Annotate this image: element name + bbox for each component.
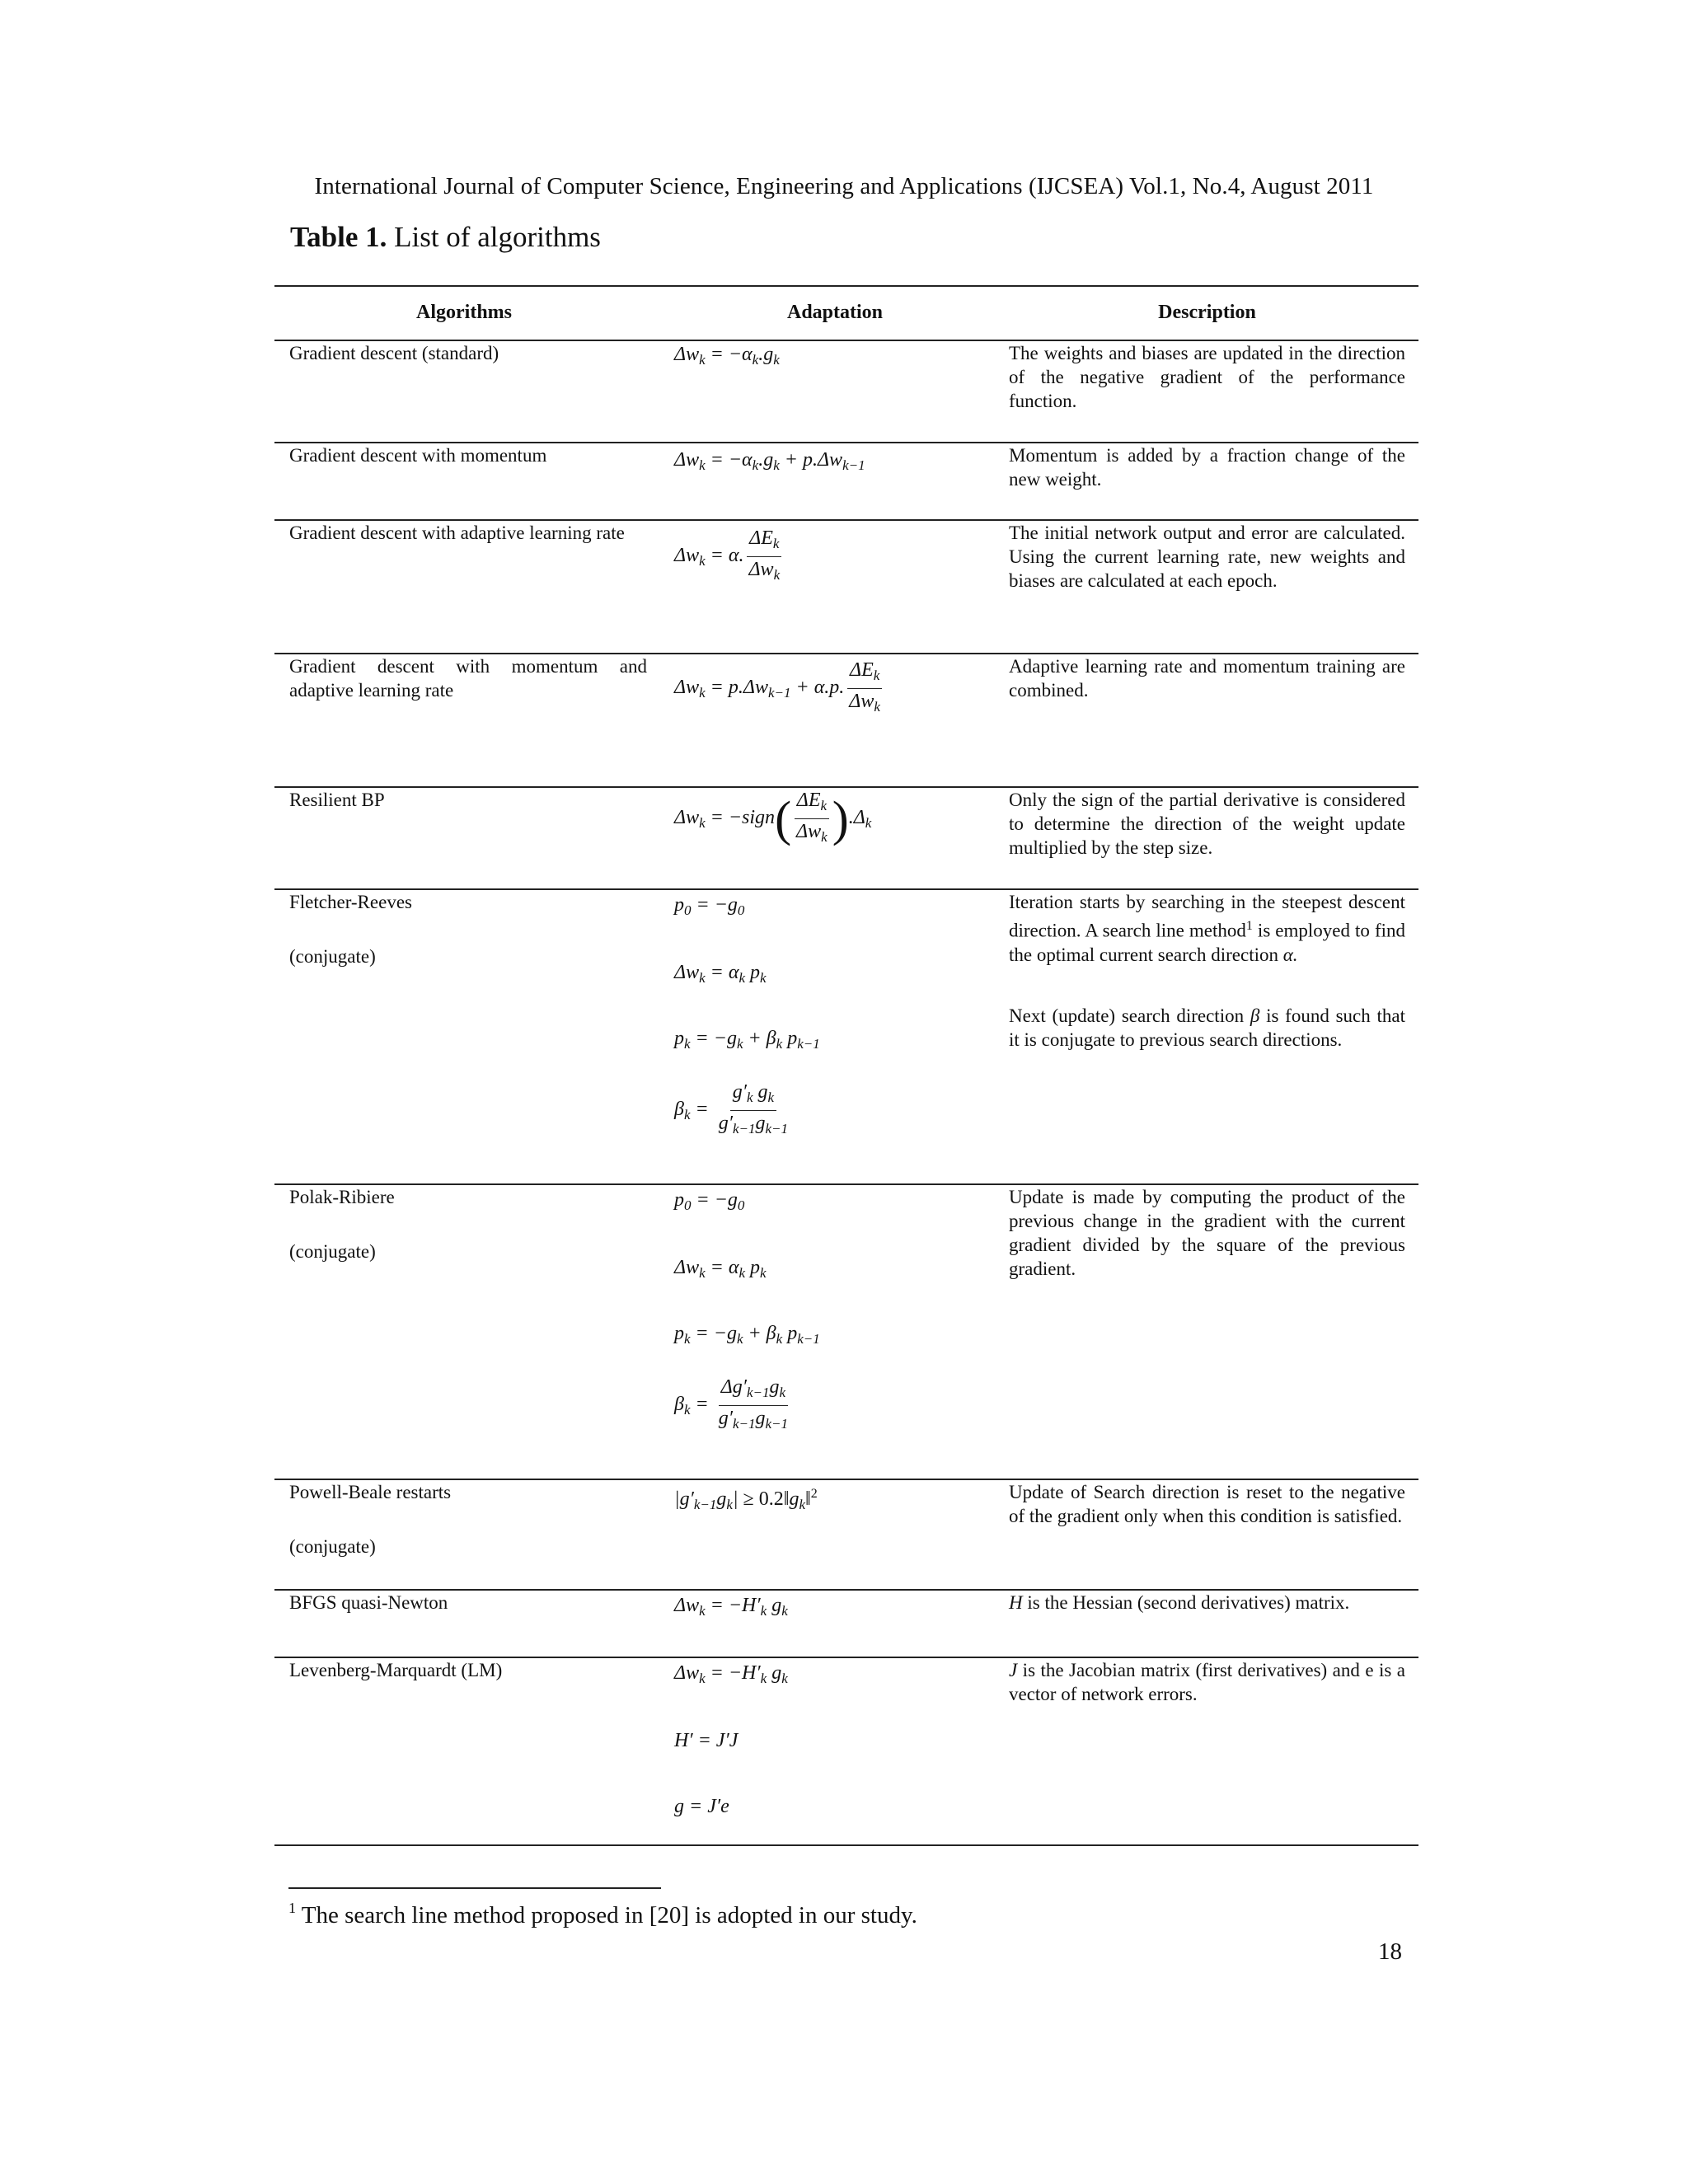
algorithm-description: Update of Search direction is reset to the negative of the gradient only when this condition is satisfied. [1009,1482,1405,1526]
algorithm-note: (conjugate) [289,1241,376,1262]
description-text: is the Hessian (second derivatives) matrix. [1022,1592,1350,1613]
algorithm-name: Gradient descent with momentum [289,445,547,466]
algorithm-name: Gradient descent with adaptive learning rate [289,523,625,543]
description-text-cont: is employed to find the optimal current search direction [1009,920,1406,965]
footnote-separator [288,1887,661,1889]
page-number: 18 [1378,1938,1402,1965]
algorithm-description: Adaptive learning rate and momentum training are combined. [1009,656,1405,701]
algorithm-description [1009,1591,1405,1615]
caption-label: Table 1. [290,221,387,253]
adaptation-formula: $p_0 = -g_0$ $\Delta w_k = \alpha_k$ $p_k$ $p_k = -g_k + \beta_k$ $p_{k-1}$ $\beta_k$ = $\frac{g'_k g_k}{g'_{k-1}g_{k-1}}$ [674,894,820,1137]
algorithm-name: Resilient BP [289,790,385,810]
table-bottom-rule [274,1844,1418,1846]
algorithm-description: Only the sign of the partial derivative is considered to determine the direction of the weight update multiplied by the step size. [1009,790,1405,858]
algorithm-name: Gradient descent with momentum and adaptive learning rate [289,656,647,701]
algorithm-name: Fletcher-Reeves [289,892,412,912]
running-header: International Journal of Computer Science, Engineering and Applications (IJCSEA) Vol.1, No.4, August 2011 [314,173,1374,199]
footnote-mark: 1 [288,1900,296,1916]
algorithm-description-2 [1009,1004,1405,1052]
algorithm-name: Levenberg-Marquardt (LM) [289,1660,503,1680]
description-text-cont: is found such that it is conjugate to previous search directions. [1009,1005,1405,1050]
beta-symbol: β [1250,1005,1260,1026]
algorithm-description: The weights and biases are updated in the direction of the negative gradient of the performance function. [1009,343,1405,411]
description-text: Iteration starts by searching in the steepest descent direction. A search line method [1009,892,1405,941]
header-description: Description [1158,301,1256,323]
header-algorithms: Algorithms [416,301,512,323]
algorithm-description: Momentum is added by a fraction change of the new weight. [1009,445,1405,490]
algorithm-description: Update is made by computing the product of the previous change in the gradient with the current gradient divided by the square of the previous gradient. [1009,1187,1405,1279]
header-adaptation: Adaptation [786,301,884,323]
algorithm-description: The initial network output and error are calculated. Using the current learning rate, new weights and biases are calculated at each epoch. [1009,523,1405,591]
algorithm-note: (conjugate) [289,946,376,967]
algorithm-name: Gradient descent (standard) [289,343,499,363]
adaptation-formula: $p_0 = -g_0$ $\Delta w_k = \alpha_k$ $p_k$ $p_k = -g_k + \beta_k$ $p_{k-1}$ $\beta_k$ = $\frac{\Delta g'_{k-1}g_k}{g'_{k-1}g_{k-1}}$ [674,1189,820,1432]
h-symbol: H [1009,1592,1023,1613]
footnote-text: The search line method proposed in [20] is adopted in our study. [301,1902,917,1929]
algorithm-description [1009,1658,1405,1706]
description-text: Next (update) search direction [1009,1005,1250,1026]
algorithm-name: Powell-Beale restarts [289,1482,452,1502]
j-symbol: J [1009,1660,1018,1680]
algorithm-name: BFGS quasi-Newton [289,1592,448,1613]
footnote-mark: 1 [1245,919,1253,933]
alpha-symbol: α. [1282,944,1298,965]
algorithm-name: Polak-Ribiere [289,1187,395,1207]
description-text: is the Jacobian matrix (first derivatives) and e is a vector of network errors. [1009,1660,1405,1704]
algorithm-note: (conjugate) [289,1536,376,1557]
caption-text: List of algorithms [394,221,601,253]
footnote [288,1900,917,1929]
algorithm-description [1009,890,1405,967]
adaptation-formula: $\Delta w_k = -H'_k$ $g_k$ H′ = J′J g = J′e [674,1662,788,1817]
table-caption [290,221,601,254]
